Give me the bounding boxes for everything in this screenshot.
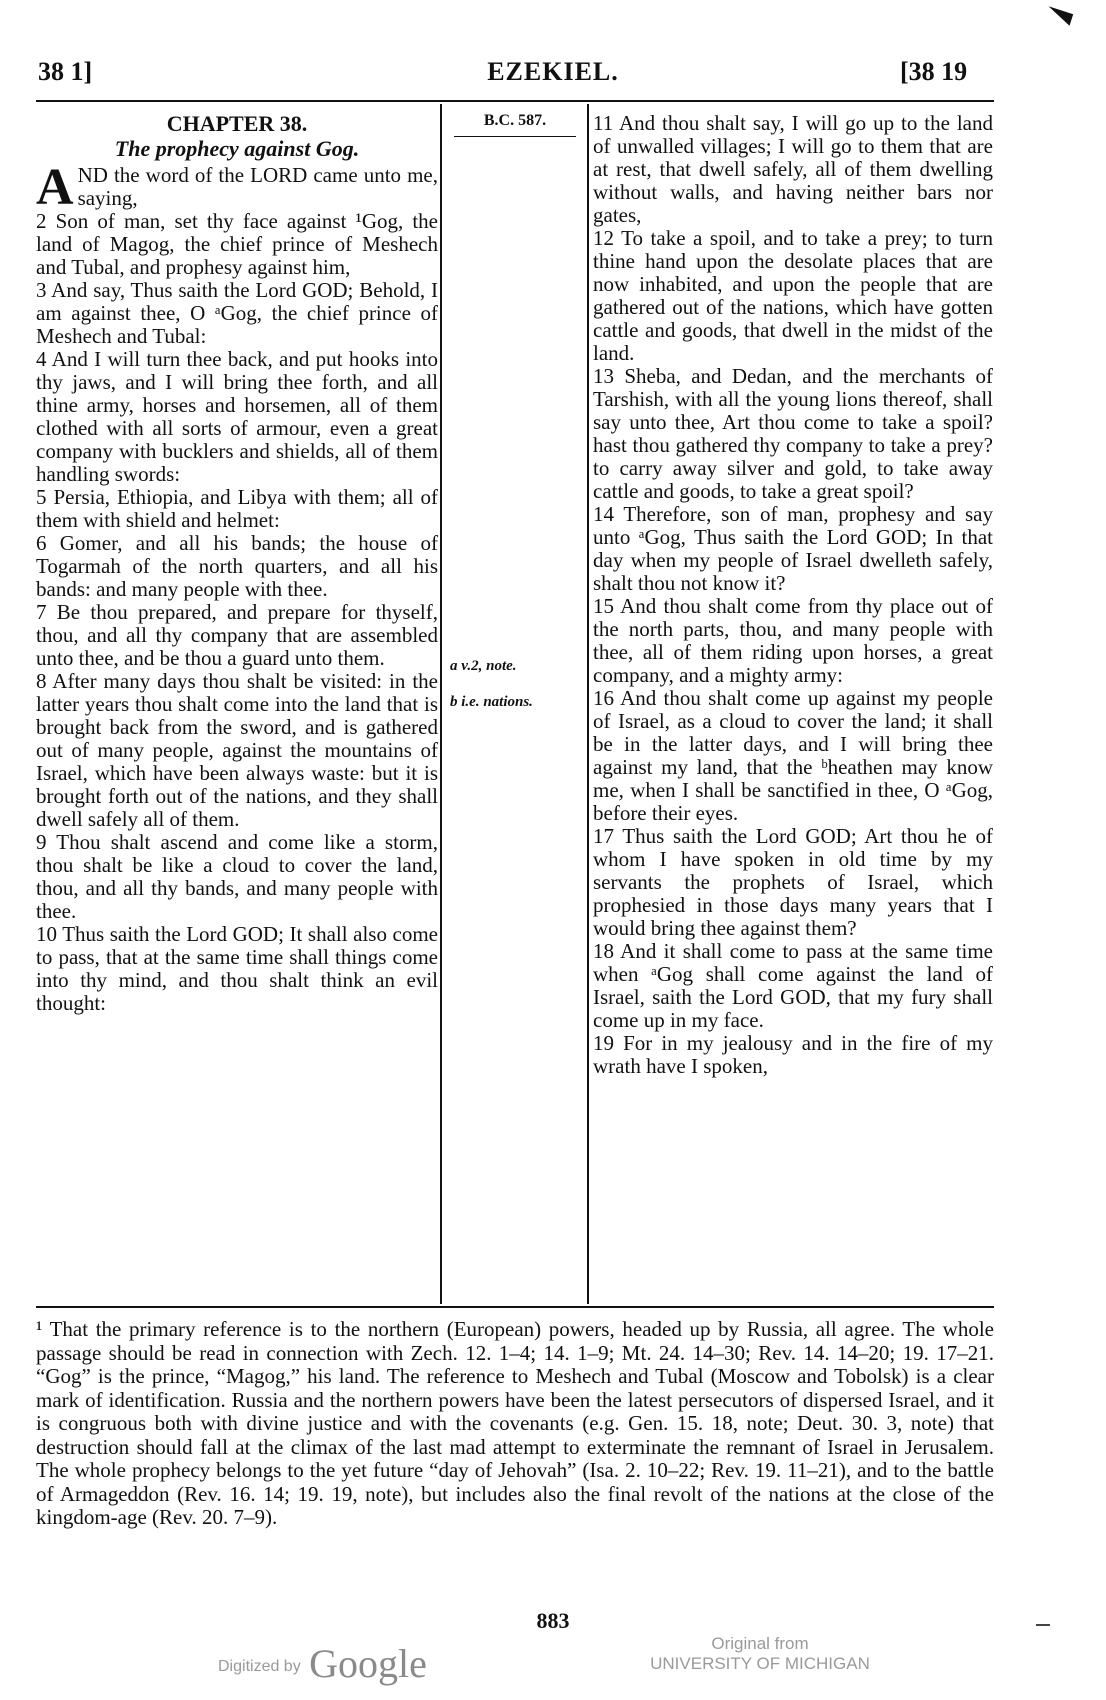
header-left-reference: 38 1]: [38, 57, 93, 86]
verse-5: 5 Persia, Ethiopia, and Libya with them; all of them with shield and helmet:: [36, 485, 438, 532]
drop-cap: A: [36, 159, 74, 216]
verse-16: 16 And thou shalt come up against my people of Israel, as a cloud to cover the land; it shall be in the latter days, and I will bring thee against my land, that the ᵇheathen may know me, when I shall be sanctified in thee, O ᵃGog, before their eyes.: [593, 686, 993, 825]
university-label: UNIVERSITY OF MICHIGAN: [650, 1654, 870, 1673]
date-rule: [454, 136, 576, 137]
verse-11: 11 And thou shalt say, I will go up to the land of unwalled villages; I will go to them that are at rest, that dwell safely, all of them dwelling without walls, and having neither bars nor gates,: [593, 112, 993, 227]
margin-dash: [1036, 1624, 1050, 1626]
verse-19: 19 For in my jealousy and in the fire of my wrath have I spoken,: [593, 1031, 993, 1078]
running-header: [0, 52, 1106, 92]
verse-10: 10 Thus saith the Lord GOD; It shall also come to pass, that at the same time shall things come into thy mind, and thou shalt think an evil thought:: [36, 922, 438, 1015]
digitized-watermark: [218, 1640, 427, 1687]
left-text-column: [36, 112, 438, 1302]
verse-1: [36, 159, 438, 216]
header-right-reference: [38 19: [900, 57, 968, 86]
digitized-by-label: Digitized by: [218, 1658, 301, 1675]
bottom-rule: [36, 1306, 994, 1308]
verse-15: 15 And thou shalt come from thy place out of the north parts, thou, and many people with thee, all of them riding upon horses, a great company, and a mighty army:: [593, 594, 993, 687]
right-text-column: [593, 112, 993, 1302]
verse-14: 14 Therefore, son of man, prophesy and say unto ᵃGog, Thus saith the Lord GOD; In that day when my people of Israel dwelleth safely, shalt thou not know it?: [593, 502, 993, 595]
margin-note-a: a v.2, note.: [450, 658, 517, 674]
verse-9: 9 Thou shalt ascend and come like a storm, thou shalt be like a cloud to cover the land, thou, and all thy bands, and many people with thee.: [36, 830, 438, 923]
chapter-title: CHAPTER 38.: [166, 112, 308, 136]
origin-watermark: [640, 1634, 880, 1674]
verse-13: 13 Sheba, and Dedan, and the merchants of Tarshish, with all the young lions thereof, shall say unto thee, Art thou come to take a spoil? hast thou gathered thy company to take a prey? to carry away silver and gold, to take away cattle and goods, to take a great spoil?: [593, 364, 993, 503]
date-label: B.C. 587.: [483, 112, 547, 129]
page-number: 883: [536, 1608, 570, 1633]
footnote: ¹ That the primary reference is to the northern (European) powers, headed up by Russia, all agree. The whole passage should be read in connection with Zech. 12. 1–4; 14. 1–9; Mt. 24. 14–30; Rev. 14. 14–20; 19. 17–21. “Gog” is the prince, “Magog,” his land. The reference to Meshech and Tubal (Moscow and Tobolsk) is a clear mark of identification. Russia and the northern powers have been the latest persecutors of dispersed Israel, and it is congruous both with divine justice and with the covenants (e.g. Gen. 15. 18, note; Deut. 30. 3, note) that destruction should fall at the climax of the last mad attempt to exterminate the remnant of Israel in Jerusalem. The whole prophecy belongs to the yet future “day of Jehovah” (Isa. 2. 10–22; Rev. 19. 11–21), and to the battle of Armageddon (Rev. 16. 14; 19. 19, note), but includes also the final revolt of the nations at the close of the kingdom-age (Rev. 20. 7–9).: [36, 1317, 994, 1529]
column-divider-left: [440, 104, 442, 1304]
google-logo: Google: [309, 1641, 427, 1686]
verse-12: 12 To take a spoil, and to take a prey; to turn thine hand upon the desolate places that are now inhabited, and upon the people that are gathered out of the nations, which have gotten cattle and goods, that dwell in the midst of the land.: [593, 226, 993, 365]
verse-18: 18 And it shall come to pass at the same time when ᵃGog shall come against the land of Israel, saith the Lord GOD, that my fury shall come up in my face.: [593, 939, 993, 1032]
verse-1-text: ND the word of the LORD came unto me, saying,: [77, 163, 438, 210]
header-book-title: EZEKIEL.: [487, 57, 619, 86]
verse-8: 8 After many days thou shalt be visited: in the latter years thou shalt come into the land that is brought back from the sword, and is gathered out of many people, against the mountains of Israel, which have been always waste: but it is brought forth out of the nations, and they shall dwell safely all of them.: [36, 669, 438, 831]
corner-mark: [1045, 6, 1073, 25]
chapter-subtitle: The prophecy against Gog.: [114, 136, 360, 161]
column-divider-right: [587, 104, 589, 1304]
verse-6: 6 Gomer, and all his bands; the house of Togarmah of the north quarters, and all his bands: and many people with thee.: [36, 531, 438, 601]
margin-note-b: b i.e. nations.: [450, 694, 533, 710]
verse-17: 17 Thus saith the Lord GOD; Art thou he of whom I have spoken in old time by my servants the prophets of Israel, which prophesied in those days many years that I would bring thee against them?: [593, 824, 993, 940]
original-from-label: Original from: [711, 1634, 809, 1653]
verse-7: 7 Be thou prepared, and prepare for thyself, thou, and all thy company that are assembled unto thee, and be thou a guard unto them.: [36, 600, 438, 670]
verse-2: 2 Son of man, set thy face against ¹Gog, the land of Magog, the chief prince of Meshech and Tubal, and prophesy against him,: [36, 209, 438, 279]
top-rule: [36, 100, 994, 102]
verse-3: 3 And say, Thus saith the Lord GOD; Behold, I am against thee, O ᵃGog, the chief prince of Meshech and Tubal:: [36, 278, 438, 348]
verse-4: 4 And I will turn thee back, and put hooks into thy jaws, and I will bring thee forth, and all thine army, horses and horsemen, all of them clothed with all sorts of armour, even a great company with bucklers and shields, all of them handling swords:: [36, 347, 438, 486]
